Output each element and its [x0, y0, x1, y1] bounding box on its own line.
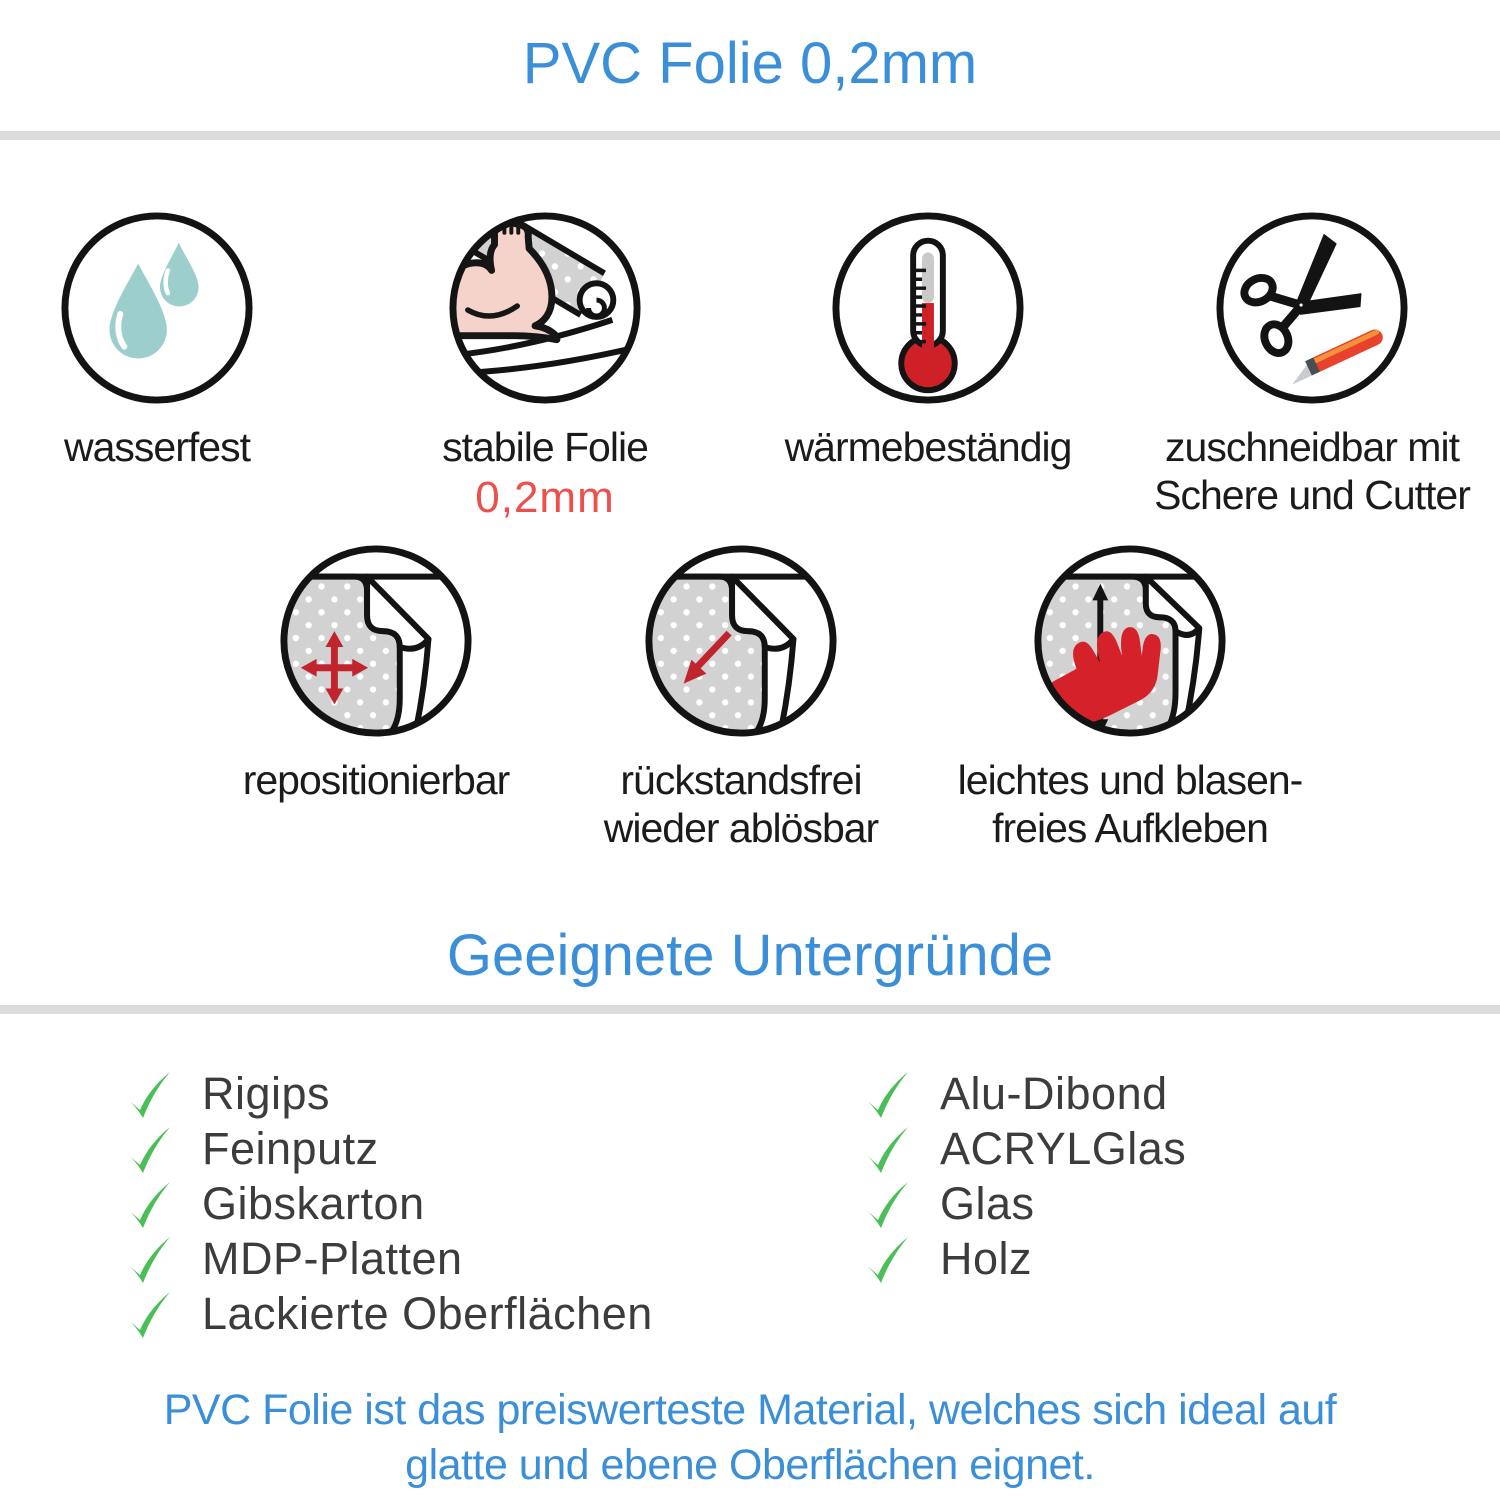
- list-item: Lackierte Oberflächen: [122, 1286, 653, 1341]
- feature-stable-film: [365, 209, 725, 523]
- checkmark-icon: [122, 1233, 174, 1285]
- strong-arm-film-icon: [446, 209, 644, 407]
- scissors-cutter-icon: [1213, 209, 1411, 407]
- list-item: Rigips: [122, 1066, 653, 1121]
- checkmark-icon: [860, 1123, 912, 1175]
- divider-line-bottom: [0, 1005, 1500, 1014]
- section-title-untergruende: Geeignete Untergründe: [446, 923, 1054, 988]
- checkmark-icon: [860, 1178, 912, 1230]
- feature-heat-resistant: [748, 209, 1108, 471]
- checkmark-icon: [122, 1178, 174, 1230]
- residue-free-removal-icon: [642, 542, 840, 740]
- list-item: Gibskarton: [122, 1176, 653, 1231]
- feature-label: wärmebeständig: [784, 424, 1072, 470]
- list-item: MDP-Platten: [122, 1231, 653, 1286]
- feature-residue-free: [531, 542, 951, 852]
- list-item: Glas: [860, 1176, 1186, 1231]
- checkmark-icon: [122, 1123, 174, 1175]
- checkmark-icon: [122, 1068, 174, 1120]
- footer-line-2: glatte und ebene Oberflächen eignet.: [405, 1441, 1095, 1489]
- feature-repositionable: [166, 542, 586, 804]
- water-drops-icon: [58, 209, 256, 407]
- film-thickness-value: 0,2mm: [475, 473, 615, 522]
- feature-label: stabile Folie: [442, 424, 648, 470]
- divider-line-top: [0, 131, 1500, 140]
- feature-label: leichtes und blasen- freies Aufkleben: [957, 757, 1303, 851]
- footer-note: [0, 1383, 1500, 1493]
- list-item: Holz: [860, 1231, 1186, 1286]
- footer-line-1: PVC Folie ist das preiswerteste Material, welches sich ideal auf: [163, 1386, 1337, 1434]
- checkmark-icon: [860, 1068, 912, 1120]
- repositionable-film-icon: [277, 542, 475, 740]
- list-item: ACRYLGlas: [860, 1121, 1186, 1176]
- page-title: PVC Folie 0,2mm: [522, 31, 978, 96]
- checkmark-icon: [122, 1288, 174, 1340]
- checkmark-icon: [860, 1233, 912, 1285]
- thermometer-icon: [829, 209, 1027, 407]
- feature-label: rückstandsfrei wieder ablösbar: [603, 757, 879, 851]
- feature-cuttable: [1132, 209, 1492, 519]
- feature-bubble-free: [920, 542, 1340, 852]
- list-item: Feinputz: [122, 1121, 653, 1176]
- feature-label: repositionierbar: [242, 757, 510, 803]
- feature-label: zuschneidbar mit Schere und Cutter: [1154, 424, 1470, 518]
- feature-label: wasserfest: [64, 424, 250, 470]
- feature-waterproof: [0, 209, 337, 471]
- list-item: Alu-Dibond: [860, 1066, 1186, 1121]
- bubble-free-application-icon: [1031, 542, 1229, 740]
- substrates-list-right: [860, 1066, 1186, 1286]
- substrates-list-left: [122, 1066, 653, 1341]
